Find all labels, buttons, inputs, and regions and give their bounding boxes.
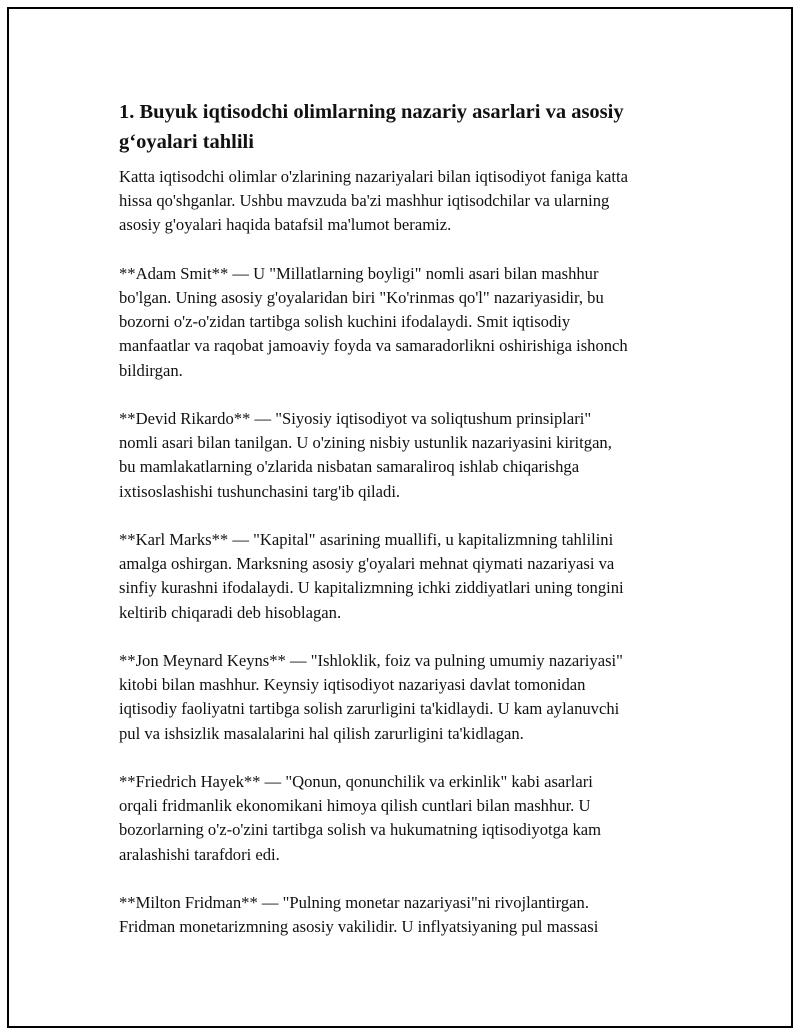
friedrich-hayek-paragraph: **Friedrich Hayek** — "Qonun, qonunchilik va erkinlik" kabi asarlari orqali fridmanlik ekonomikani himoya qilish cuntlari bilan mashhur. U bozorlarning o'z-o'zini tartibga solish va hukumatning iqtisodiyotga kam aralashishi tarafdori edi. xyxy=(119,772,602,864)
devid-rikardo-paragraph: **Devid Rikardo** — "Siyosiy iqtisodiyot va soliqtushum prinsiplari" nomli asari bilan tanilgan. U o'zining nisbiy ustunlik nazariyasini kiritgan, bu mamlakatlarning o'zlarida nisbatan samaraliroq ishlab chiqarishga ixtisoslashishi tushunchasini targ'ib qiladi. xyxy=(119,409,612,501)
document-content xyxy=(119,97,694,939)
adam-smit-paragraph: **Adam Smit** — U "Millatlarning boyligi" nomli asari bilan mashhur bo'lgan. Uning asosiy g'oyalaridan biri "Ko'rinmas qo'l" nazariyasidir, bu bozorni o'z-o'zidan tartibga solish kuchini ifodalaydi. Smit iqtisodiy manfaatlar va raqobat jamoaviy foyda va samaradorlikni oshirishiga ishonch bildirgan. xyxy=(119,263,628,380)
intro-paragraph: Katta iqtisodchi olimlar o'zlarining nazariyalari bilan iqtisodiyot faniga katta hissa qo'shganlar. Ushbu mavzuda ba'zi mashhur iqtisodchilar va ularning asosiy g'oyalari haqida batafsil ma'lumot beramiz. xyxy=(119,167,628,235)
document-title: 1. Buyuk iqtisodchi olimlarning nazariy asarlari va asosiy g‘oyalari tahlili xyxy=(119,101,624,153)
milton-fridman-paragraph: **Milton Fridman** — "Pulning monetar nazariyasi"ni rivojlantirgan. Fridman monetarizmning asosiy vakilidir. U inflyatsiyaning pul massasi xyxy=(119,893,599,937)
karl-marks-paragraph: **Karl Marks** — "Kapital" asarining muallifi, u kapitalizmning tahlilini amalga oshirgan. Marksning asosiy g'oyalari mehnat qiymati nazariyasi va sinfiy kurashni ifodalaydi. U kapitalizmning ichki ziddiyatlari uning tongini keltirib chiqaradi deb hisoblagan. xyxy=(119,530,624,622)
page-frame xyxy=(7,7,793,1028)
jon-meynard-keyns-paragraph: **Jon Meynard Keyns** — "Ishloklik, foiz va pulning umumiy nazariyasi" kitobi bilan mashhur. Keynsiy iqtisodiyot nazariyasi davlat tomonidan iqtisodiy faoliyatni tartibga solish zarurligini ta'kidlaydi. U kam aylanuvchi pul va ishsizlik masalalarini hal qilish zarurligini ta'kidlagan. xyxy=(119,651,623,743)
